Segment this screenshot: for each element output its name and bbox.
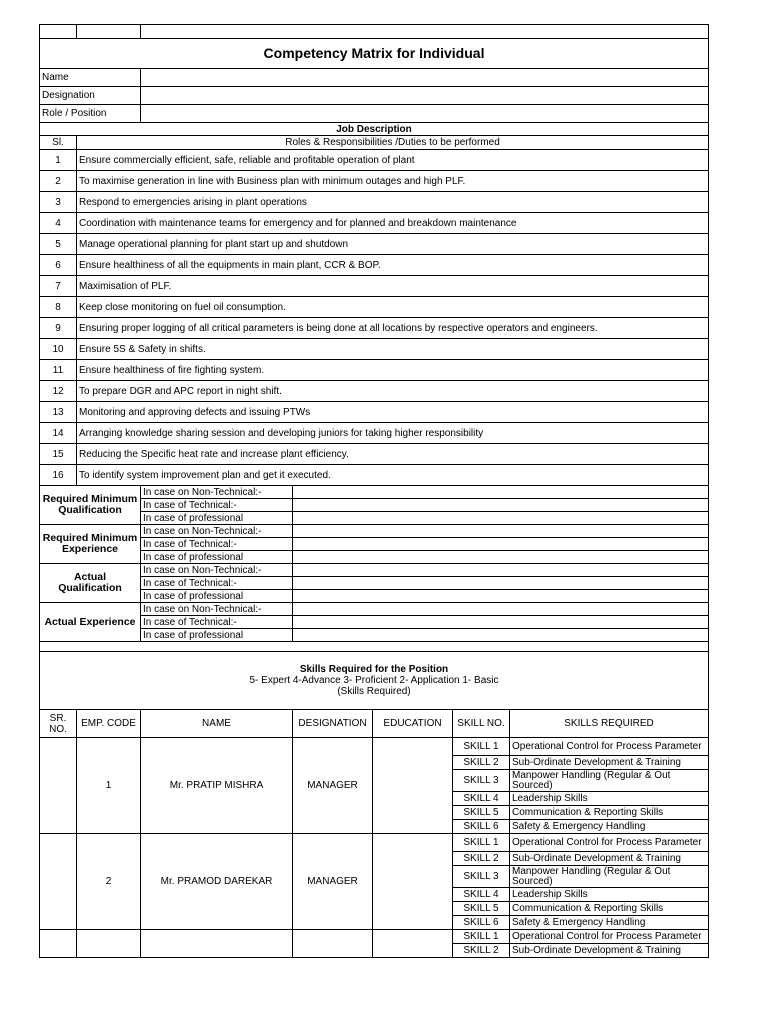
job-text: To identify system improvement plan and get it executed. [77, 465, 709, 486]
job-text: Ensure commercially efficient, safe, reliable and profitable operation of plant [77, 150, 709, 171]
qual-value[interactable] [293, 577, 709, 590]
qual-sub-label: In case of professional [141, 551, 293, 564]
job-sl: 6 [40, 255, 77, 276]
person-name: Mr. PRATIP MISHRA [141, 738, 293, 834]
skill-no: SKILL 2 [453, 756, 510, 770]
job-row [40, 171, 709, 192]
skill-no: SKILL 1 [453, 834, 510, 852]
person-name: Mr. PRAMOD DAREKAR [141, 834, 293, 930]
skill-text: Communication & Reporting Skills [510, 902, 709, 916]
skill-text: Manpower Handling (Regular & Out Sourced) [510, 770, 709, 792]
job-sl: 5 [40, 234, 77, 255]
skill-no: SKILL 6 [453, 916, 510, 930]
field-row [40, 87, 709, 105]
qual-value[interactable] [293, 616, 709, 629]
job-text: To prepare DGR and APC report in night shift. [77, 381, 709, 402]
job-row [40, 339, 709, 360]
qual-group-label: Required Minimum Experience [40, 525, 141, 564]
skill-text: Operational Control for Process Parameter [510, 834, 709, 852]
job-sl: 15 [40, 444, 77, 465]
qual-value[interactable] [293, 629, 709, 642]
qual-value[interactable] [293, 525, 709, 538]
person-designation [293, 930, 373, 958]
qual-sub-label: In case on Non-Technical:- [141, 603, 293, 616]
job-sl: 7 [40, 276, 77, 297]
qual-group-label: Actual Experience [40, 603, 141, 642]
job-text: Keep close monitoring on fuel oil consumption. [77, 297, 709, 318]
person-education[interactable] [373, 930, 453, 958]
job-row [40, 255, 709, 276]
job-description-heading: Job Description [40, 123, 709, 136]
designation-header: DESIGNATION [293, 710, 373, 738]
qual-sub-label: In case of Technical:- [141, 577, 293, 590]
job-row [40, 360, 709, 381]
job-text: Arranging knowledge sharing session and developing juniors for taking higher responsibility [77, 423, 709, 444]
field-label: Designation [40, 87, 141, 105]
competency-table [39, 24, 709, 958]
job-text: Reducing the Specific heat rate and increase plant efficiency. [77, 444, 709, 465]
job-sl: 14 [40, 423, 77, 444]
qual-row [40, 577, 709, 590]
job-row [40, 213, 709, 234]
qual-sub-label: In case on Non-Technical:- [141, 525, 293, 538]
job-row [40, 192, 709, 213]
qual-value[interactable] [293, 590, 709, 603]
job-row [40, 402, 709, 423]
job-row [40, 150, 709, 171]
roles-header: Roles & Responsibilities /Duties to be performed [77, 136, 709, 150]
qual-value[interactable] [293, 499, 709, 512]
job-sl: 11 [40, 360, 77, 381]
person-education[interactable] [373, 738, 453, 834]
skills-heading-block [40, 652, 709, 710]
field-label: Name [40, 69, 141, 87]
skill-text: Sub-Ordinate Development & Training [510, 944, 709, 958]
blank-row [40, 25, 709, 39]
competency-sheet [39, 24, 708, 958]
job-sl: 3 [40, 192, 77, 213]
job-text: Coordination with maintenance teams for emergency and for planned and breakdown maintenance [77, 213, 709, 234]
sr-cell [40, 930, 77, 958]
skill-row [40, 834, 709, 852]
qual-sub-label: In case on Non-Technical:- [141, 564, 293, 577]
person-designation: MANAGER [293, 834, 373, 930]
skill-no: SKILL 5 [453, 902, 510, 916]
sr-cell [40, 834, 77, 930]
qual-sub-label: In case of professional [141, 590, 293, 603]
person-name [141, 930, 293, 958]
sl-header: Sl. [40, 136, 77, 150]
emp-sr-no: 1 [77, 738, 141, 834]
skill-text: Leadership Skills [510, 792, 709, 806]
education-header: EDUCATION [373, 710, 453, 738]
job-sl: 9 [40, 318, 77, 339]
field-value[interactable] [141, 105, 709, 123]
job-sl: 12 [40, 381, 77, 402]
skill-no: SKILL 2 [453, 852, 510, 866]
job-sl: 13 [40, 402, 77, 423]
qual-group-label: Required Minimum Qualification [40, 486, 141, 525]
skill-no: SKILL 4 [453, 888, 510, 902]
skill-row [40, 930, 709, 944]
skill-text: Sub-Ordinate Development & Training [510, 852, 709, 866]
emp-code-cell [77, 930, 141, 958]
job-text: To maximise generation in line with Business plan with minimum outages and high PLF. [77, 171, 709, 192]
job-row [40, 465, 709, 486]
sr-no-header: SR. NO. [40, 710, 77, 738]
skill-text: Safety & Emergency Handling [510, 916, 709, 930]
job-sl: 8 [40, 297, 77, 318]
emp-code-header: EMP. CODE [77, 710, 141, 738]
job-text: Ensure healthiness of fire fighting system. [77, 360, 709, 381]
spacer-row [40, 642, 709, 652]
job-row [40, 234, 709, 255]
skill-no: SKILL 6 [453, 820, 510, 834]
skills-note: (Skills Required) [337, 686, 411, 697]
job-text: Manage operational planning for plant start up and shutdown [77, 234, 709, 255]
job-row [40, 423, 709, 444]
job-text: Ensure healthiness of all the equipments in main plant, CCR & BOP. [77, 255, 709, 276]
qual-row [40, 525, 709, 538]
skill-no-header: SKILL NO. [453, 710, 510, 738]
skill-no: SKILL 5 [453, 806, 510, 820]
field-value[interactable] [141, 87, 709, 105]
person-education[interactable] [373, 834, 453, 930]
job-row [40, 318, 709, 339]
qual-row [40, 603, 709, 616]
page-title: Competency Matrix for Individual [40, 39, 709, 69]
skills-required-header: SKILLS REQUIRED [510, 710, 709, 738]
job-sl: 2 [40, 171, 77, 192]
qual-row [40, 486, 709, 499]
skill-text: Leadership Skills [510, 888, 709, 902]
skill-row [40, 738, 709, 756]
qual-row [40, 538, 709, 551]
field-value[interactable] [141, 69, 709, 87]
qual-row [40, 551, 709, 564]
field-row [40, 105, 709, 123]
job-text: Ensuring proper logging of all critical parameters is being done at all locations by respective operators and engineers. [77, 318, 709, 339]
qual-sub-label: In case of Technical:- [141, 538, 293, 551]
name-header: NAME [141, 710, 293, 738]
skill-no: SKILL 4 [453, 792, 510, 806]
skill-text: Operational Control for Process Parameter [510, 738, 709, 756]
skill-text: Safety & Emergency Handling [510, 820, 709, 834]
job-text: Maximisation of PLF. [77, 276, 709, 297]
qual-sub-label: In case on Non-Technical:- [141, 486, 293, 499]
skill-no: SKILL 1 [453, 738, 510, 756]
qual-value[interactable] [293, 538, 709, 551]
qual-sub-label: In case of professional [141, 512, 293, 525]
field-label: Role / Position [40, 105, 141, 123]
sr-cell [40, 738, 77, 834]
qual-row [40, 512, 709, 525]
field-row [40, 69, 709, 87]
qual-row [40, 616, 709, 629]
skill-no: SKILL 3 [453, 866, 510, 888]
person-designation: MANAGER [293, 738, 373, 834]
job-sl: 4 [40, 213, 77, 234]
qual-value[interactable] [293, 512, 709, 525]
job-text: Respond to emergencies arising in plant operations [77, 192, 709, 213]
qual-value[interactable] [293, 486, 709, 499]
qual-sub-label: In case of Technical:- [141, 616, 293, 629]
skill-no: SKILL 3 [453, 770, 510, 792]
qual-row [40, 629, 709, 642]
qual-row [40, 499, 709, 512]
skill-no: SKILL 1 [453, 930, 510, 944]
job-row [40, 276, 709, 297]
skills-scale: 5- Expert 4-Advance 3- Proficient 2- Application 1- Basic [249, 675, 499, 686]
job-row [40, 381, 709, 402]
skill-no: SKILL 2 [453, 944, 510, 958]
job-sl: 10 [40, 339, 77, 360]
job-sl: 16 [40, 465, 77, 486]
qual-row [40, 564, 709, 577]
skill-text: Communication & Reporting Skills [510, 806, 709, 820]
job-text: Ensure 5S & Safety in shifts. [77, 339, 709, 360]
skills-heading: Skills Required for the Position [299, 664, 449, 675]
qual-sub-label: In case of professional [141, 629, 293, 642]
job-sl: 1 [40, 150, 77, 171]
qual-sub-label: In case of Technical:- [141, 499, 293, 512]
job-row [40, 297, 709, 318]
skill-text: Sub-Ordinate Development & Training [510, 756, 709, 770]
qual-value[interactable] [293, 564, 709, 577]
job-text: Monitoring and approving defects and issuing PTWs [77, 402, 709, 423]
qual-value[interactable] [293, 603, 709, 616]
qual-group-label: Actual Qualification [40, 564, 141, 603]
qual-value[interactable] [293, 551, 709, 564]
job-row [40, 444, 709, 465]
qual-row [40, 590, 709, 603]
skill-text: Operational Control for Process Parameter [510, 930, 709, 944]
skill-text: Manpower Handling (Regular & Out Sourced) [510, 866, 709, 888]
emp-sr-no: 2 [77, 834, 141, 930]
